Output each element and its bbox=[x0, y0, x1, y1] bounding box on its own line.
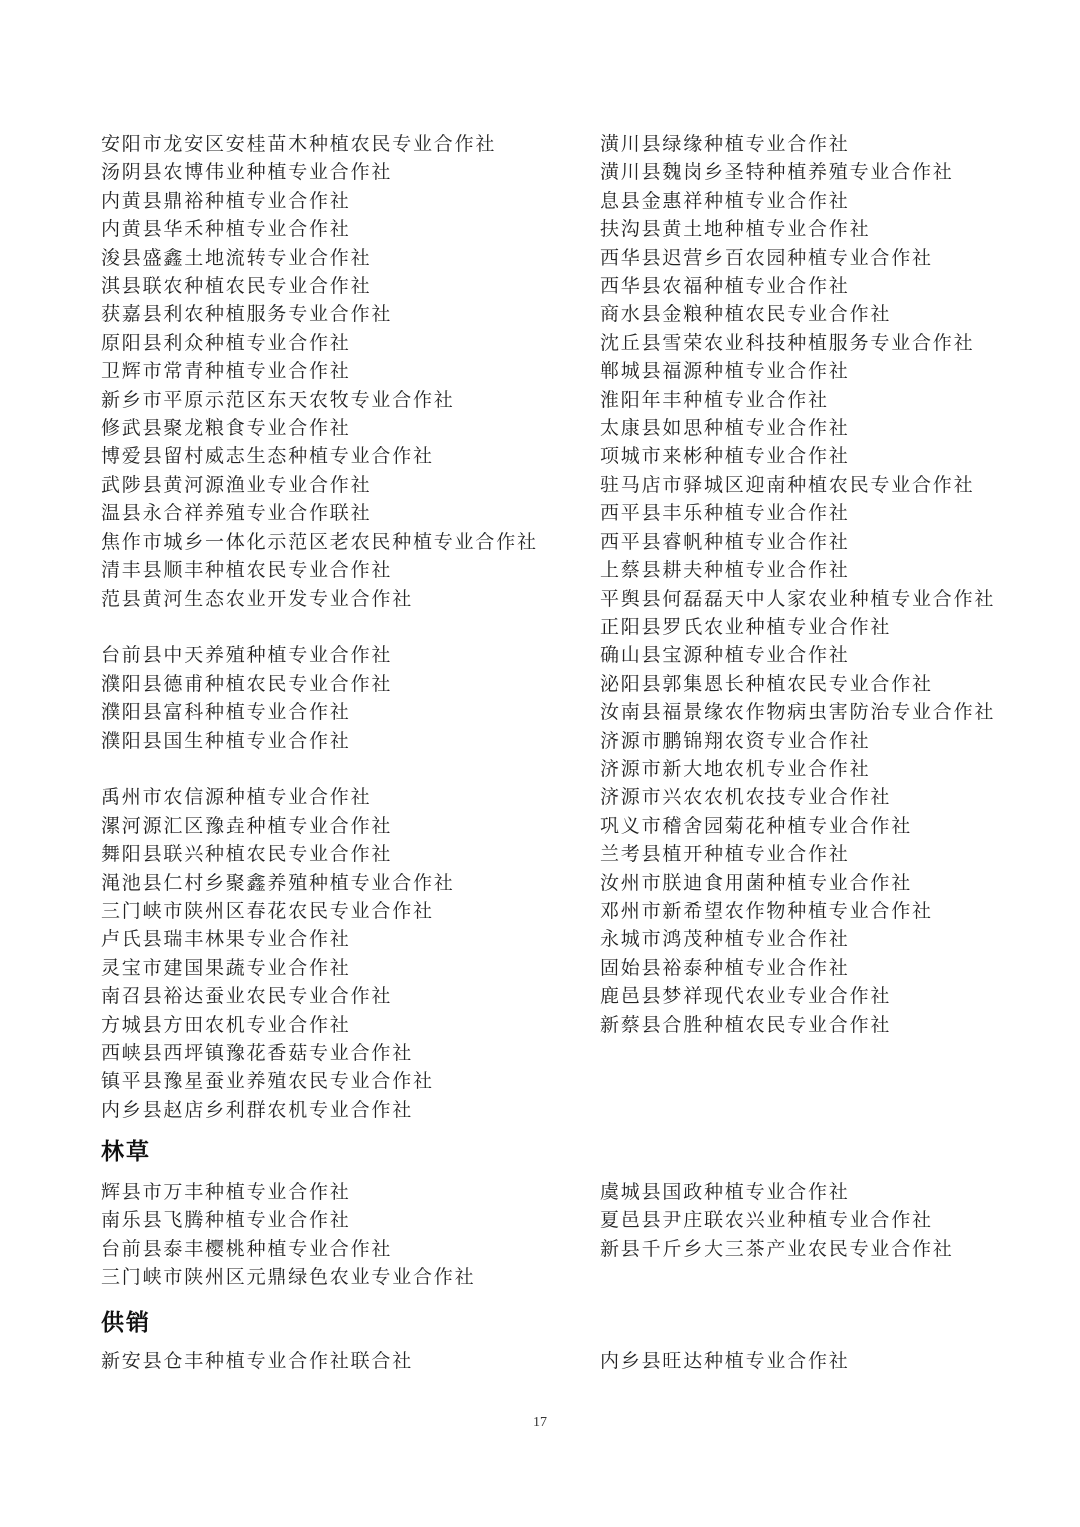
section-1-right-column bbox=[600, 130, 1020, 1039]
cooperative-entry: 汤阴县农博伟业种植专业合作社 bbox=[101, 161, 393, 184]
cooperative-entry: 虞城县国政种植专业合作社 bbox=[600, 1181, 850, 1203]
cooperative-entry: 汝州市朕迪食用菌种植专业合作社 bbox=[600, 871, 913, 894]
cooperative-entry: 三门峡市陕州区元鼎绿色农业专业合作社 bbox=[101, 1266, 476, 1289]
cooperative-entry: 灵宝市建国果蔬专业合作社 bbox=[101, 956, 351, 979]
cooperative-entry: 清丰县顺丰种植农民专业合作社 bbox=[101, 559, 393, 582]
cooperative-entry: 汝南县福景缘农作物病虫害防治专业合作社 bbox=[600, 701, 996, 724]
cooperative-entry: 巩义市稽舍园菊花种植专业合作社 bbox=[600, 814, 913, 837]
cooperative-entry: 台前县泰丰樱桃种植专业合作社 bbox=[101, 1237, 393, 1260]
cooperative-entry: 新安县仓丰种植专业合作社联合社 bbox=[101, 1350, 414, 1372]
cooperative-entry: 南召县裕达蚕业农民专业合作社 bbox=[101, 985, 393, 1008]
cooperative-entry: 内黄县鼎裕种植专业合作社 bbox=[101, 189, 351, 212]
cooperative-entry: 卢氏县瑞丰林果专业合作社 bbox=[101, 928, 351, 951]
cooperative-entry: 浚县盛鑫土地流转专业合作社 bbox=[101, 246, 372, 269]
cooperative-entry: 济源市鹏锦翔农资专业合作社 bbox=[600, 729, 871, 752]
cooperative-entry: 内黄县华禾种植专业合作社 bbox=[101, 218, 351, 241]
cooperative-entry: 沈丘县雪荣农业科技种植服务专业合作社 bbox=[600, 331, 975, 354]
cooperative-entry: 西峡县西坪镇豫花香菇专业合作社 bbox=[101, 1041, 414, 1064]
cooperative-entry: 濮阳县富科种植专业合作社 bbox=[101, 701, 351, 724]
section-3-left-column bbox=[101, 1347, 541, 1375]
cooperative-entry: 濮阳县德甫种植农民专业合作社 bbox=[101, 672, 393, 695]
cooperative-entry: 郸城县福源种植专业合作社 bbox=[600, 360, 850, 383]
section-2-right-column bbox=[600, 1178, 1020, 1263]
cooperative-entry: 驻马店市驿城区迎南种植农民专业合作社 bbox=[600, 473, 975, 496]
spacer bbox=[101, 613, 541, 641]
cooperative-entry: 济源市兴农农机农技专业合作社 bbox=[600, 786, 892, 809]
cooperative-entry: 济源市新大地农机专业合作社 bbox=[600, 757, 871, 780]
cooperative-entry: 南乐县飞腾种植专业合作社 bbox=[101, 1209, 351, 1232]
cooperative-entry: 上蔡县耕夫种植专业合作社 bbox=[600, 559, 850, 582]
cooperative-entry: 方城县方田农机专业合作社 bbox=[101, 1013, 351, 1036]
cooperative-entry: 新乡市平原示范区东天农牧专业合作社 bbox=[101, 388, 455, 411]
cooperative-entry: 范县黄河生态农业开发专业合作社 bbox=[101, 587, 414, 610]
spacer bbox=[101, 755, 541, 783]
cooperative-entry: 项城市来彬种植专业合作社 bbox=[600, 445, 850, 468]
cooperative-entry: 永城市鸿茂种植专业合作社 bbox=[600, 928, 850, 951]
cooperative-entry: 潢川县魏岗乡圣特种植养殖专业合作社 bbox=[600, 161, 954, 184]
cooperative-entry: 卫辉市常青种植专业合作社 bbox=[101, 360, 351, 383]
cooperative-entry: 内乡县旺达种植专业合作社 bbox=[600, 1350, 850, 1372]
cooperative-entry: 西平县睿帆种植专业合作社 bbox=[600, 530, 850, 553]
section-heading-forestry: 林草 bbox=[101, 1139, 151, 1165]
cooperative-entry: 确山县宝源种植专业合作社 bbox=[600, 644, 850, 667]
cooperative-entry: 新县千斤乡大三茶产业农民专业合作社 bbox=[600, 1237, 954, 1260]
section-heading-supply-marketing: 供销 bbox=[101, 1310, 151, 1336]
cooperative-entry: 辉县市万丰种植专业合作社 bbox=[101, 1181, 351, 1203]
cooperative-entry: 武陟县黄河源渔业专业合作社 bbox=[101, 473, 372, 496]
cooperative-entry: 安阳市龙安区安桂苗木种植农民专业合作社 bbox=[101, 133, 497, 155]
cooperative-entry: 西华县迟营乡百农园种植专业合作社 bbox=[600, 246, 933, 269]
cooperative-entry: 三门峡市陕州区春花农民专业合作社 bbox=[101, 899, 434, 922]
cooperative-entry: 息县金惠祥种植专业合作社 bbox=[600, 189, 850, 212]
cooperative-entry: 修武县聚龙粮食专业合作社 bbox=[101, 417, 351, 440]
cooperative-entry: 镇平县豫星蚕业养殖农民专业合作社 bbox=[101, 1070, 434, 1093]
cooperative-entry: 原阳县利众种植专业合作社 bbox=[101, 331, 351, 354]
cooperative-entry: 博爱县留村威志生态种植专业合作社 bbox=[101, 445, 434, 468]
cooperative-entry: 濮阳县国生种植专业合作社 bbox=[101, 729, 351, 752]
section-1-left-column bbox=[101, 130, 541, 1124]
cooperative-entry: 获嘉县利农种植服务专业合作社 bbox=[101, 303, 393, 326]
cooperative-entry: 商水县金粮种植农民专业合作社 bbox=[600, 303, 892, 326]
cooperative-entry: 泌阳县郭集恩长种植农民专业合作社 bbox=[600, 672, 933, 695]
page-number: 17 bbox=[533, 1415, 547, 1430]
cooperative-entry: 正阳县罗氏农业种植专业合作社 bbox=[600, 615, 892, 638]
cooperative-entry: 温县永合祥养殖专业合作联社 bbox=[101, 502, 372, 525]
cooperative-entry: 鹿邑县梦祥现代农业专业合作社 bbox=[600, 985, 892, 1008]
cooperative-entry: 淮阳年丰种植专业合作社 bbox=[600, 388, 829, 411]
cooperative-entry: 太康县如思种植专业合作社 bbox=[600, 417, 850, 440]
cooperative-entry: 固始县裕泰种植专业合作社 bbox=[600, 956, 850, 979]
cooperative-entry: 西华县农福种植专业合作社 bbox=[600, 275, 850, 298]
cooperative-entry: 兰考县植开种植专业合作社 bbox=[600, 843, 850, 866]
cooperative-entry: 舞阳县联兴种植农民专业合作社 bbox=[101, 843, 393, 866]
cooperative-entry: 内乡县赵店乡利群农机专业合作社 bbox=[101, 1098, 414, 1121]
cooperative-entry: 潢川县绿缘种植专业合作社 bbox=[600, 133, 850, 155]
cooperative-entry: 淇县联农种植农民专业合作社 bbox=[101, 275, 372, 298]
cooperative-entry: 西平县丰乐种植专业合作社 bbox=[600, 502, 850, 525]
section-3-right-column bbox=[600, 1347, 1020, 1375]
cooperative-entry: 漯河源汇区豫垚种植专业合作社 bbox=[101, 814, 393, 837]
cooperative-entry: 平舆县何磊磊天中人家农业种植专业合作社 bbox=[600, 587, 996, 610]
cooperative-entry: 邓州市新希望农作物种植专业合作社 bbox=[600, 899, 933, 922]
cooperative-entry: 夏邑县尹庄联农兴业种植专业合作社 bbox=[600, 1209, 933, 1232]
cooperative-entry: 禹州市农信源种植专业合作社 bbox=[101, 786, 372, 809]
cooperative-entry: 台前县中天养殖种植专业合作社 bbox=[101, 644, 393, 667]
section-2-left-column bbox=[101, 1178, 541, 1292]
cooperative-entry: 扶沟县黄土地种植专业合作社 bbox=[600, 218, 871, 241]
cooperative-entry: 新蔡县合胜种植农民专业合作社 bbox=[600, 1013, 892, 1036]
cooperative-entry: 渑池县仁村乡聚鑫养殖种植专业合作社 bbox=[101, 871, 455, 894]
cooperative-entry: 焦作市城乡一体化示范区老农民种植专业合作社 bbox=[101, 530, 538, 553]
